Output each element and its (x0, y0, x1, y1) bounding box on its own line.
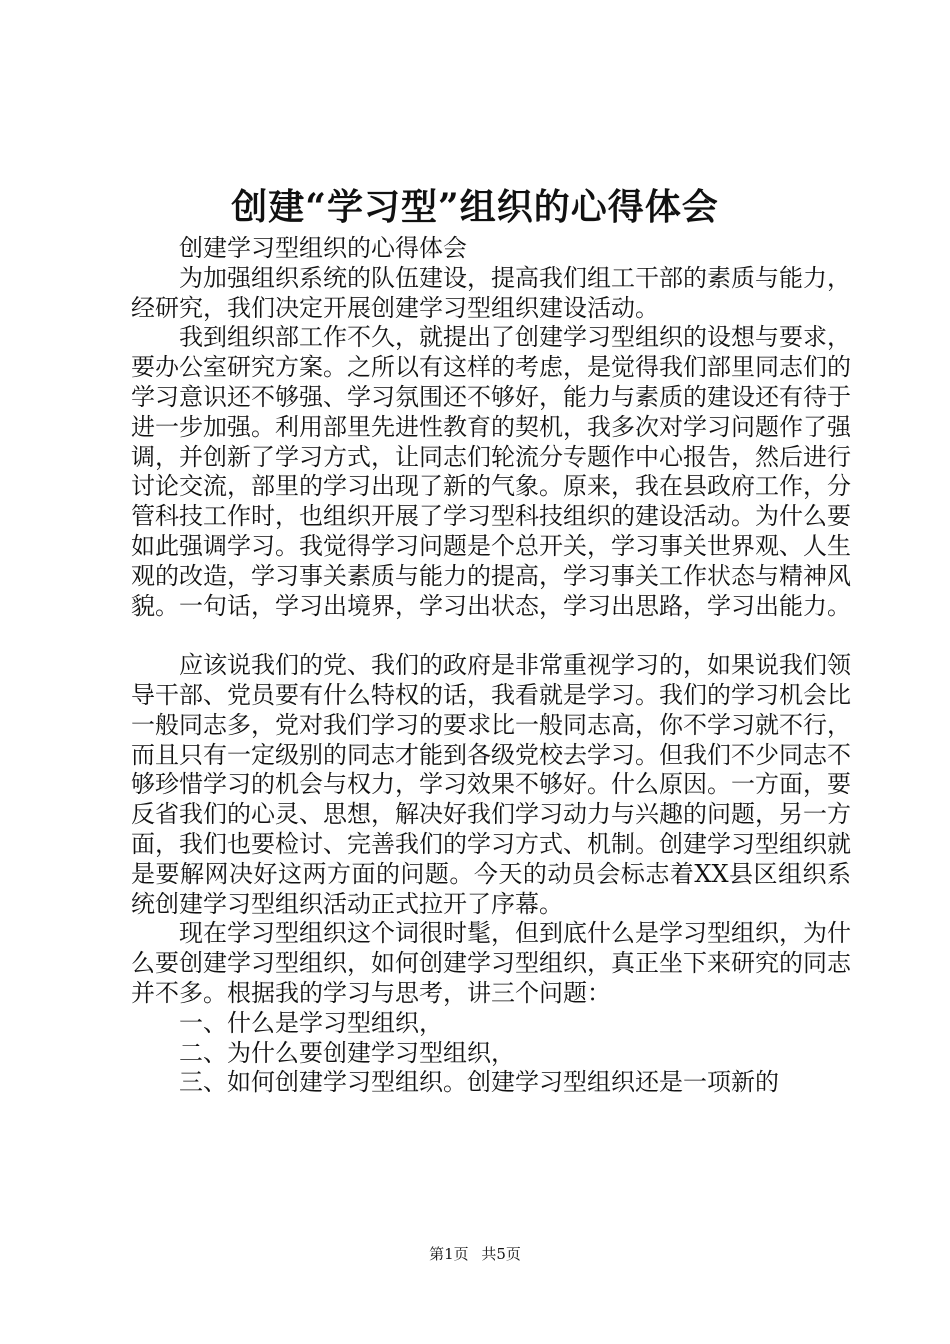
paragraph-2: 我到组织部工作不久，就提出了创建学习型组织的设想与要求，要办公室研究方案。之所以有这样的考虑，是觉得我们部里同志们的学习意识还不够强、学习氛围还不够好，能力与素质的建设还有待于进一步加强。利用部里先进性教育的契机，我多次对学习问题作了强调，并创新了学习方式，让同志们轮流分专题作中心报告，然后进行讨论交流，部里的学习出现了新的气象。原来，我在县政府工作，分管科技工作时，也组织开展了学习型科技组织的建设活动。为什么要如此强调学习。我觉得学习问题是个总开关，学习事关世界观、人生观的改造，学习事关素质与能力的提高，学习事关工作状态与精神风貌。一句话，学习出境界，学习出状态，学习出思路，学习出能力。 (131, 323, 851, 620)
list-item-1: 一、什么是学习型组织， (179, 1008, 443, 1037)
document-body (131, 234, 851, 1098)
page-footer (0, 1244, 950, 1264)
list-item-2: 二、为什么要创建学习型组织， (179, 1038, 515, 1067)
list-item-3: 三、如何创建学习型组织。创建学习型组织还是一项新的 (179, 1068, 779, 1097)
paragraph-3: 应该说我们的党、我们的政府是非常重视学习的，如果说我们领导干部、党员要有什么特权的话，我看就是学习。我们的学习机会比一般同志多，党对我们学习的要求比一般同志高，你不学习就不行，而且只有一定级别的同志才能到各级党校去学习。但我们不少同志不够珍惜学习的机会与权力，学习效果不够好。什么原因。一方面，要反省我们的心灵、思想，解决好我们学习动力与兴趣的问题，另一方面，我们也要检讨、完善我们的学习方式、机制。创建学习型组织就是要解网决好这两方面的问题。今天的动员会标志着XX县区组织系统创建学习型组织活动正式拉开了序幕。 (131, 651, 851, 918)
page-total: 共5页 (481, 1245, 521, 1263)
paragraph-subtitle: 创建学习型组织的心得体会 (179, 234, 467, 262)
document-title: 创建“学习型”组织的心得体会 (231, 186, 719, 228)
paragraph-4: 现在学习型组织这个词很时髦，但到底什么是学习型组织，为什么要创建学习型组织，如何创建学习型组织，真正坐下来研究的同志并不多。根据我的学习与思考，讲三个问题： (131, 919, 851, 1007)
paragraph-1: 为加强组织系统的队伍建设，提高我们组工干部的素质与能力，经研究，我们决定开展创建学习型组织建设活动。 (131, 263, 851, 322)
page-number: 第1页 (429, 1245, 469, 1263)
